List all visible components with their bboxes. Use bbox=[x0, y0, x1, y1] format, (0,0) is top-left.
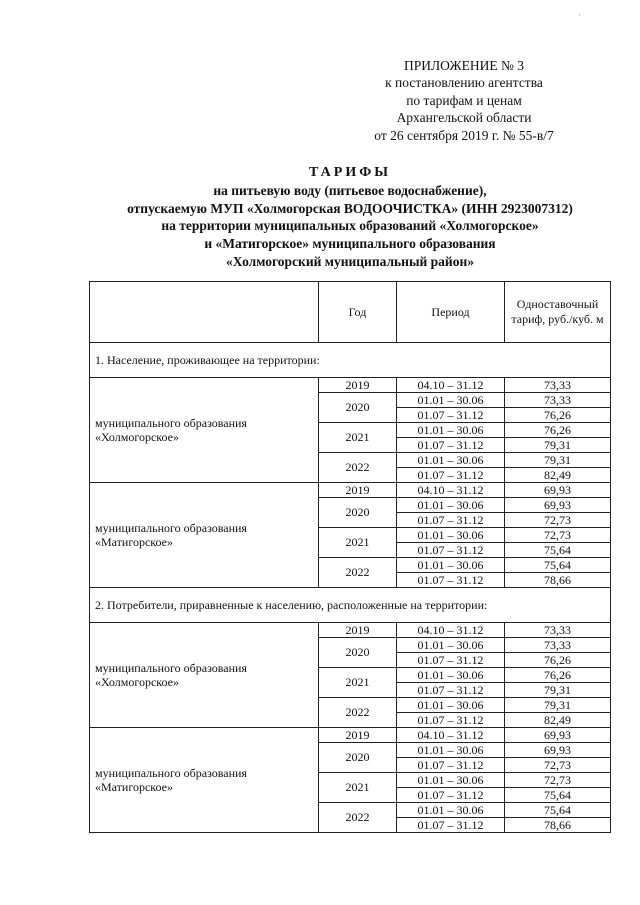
tariff-cell: 78,66 bbox=[505, 818, 611, 833]
period-cell: 04.10 – 31.12 bbox=[397, 623, 505, 638]
area-name-cell: муниципального образования «Матигорское» bbox=[90, 728, 319, 833]
appendix-number: ПРИЛОЖЕНИЕ № 3 bbox=[403, 58, 525, 73]
tariff-table bbox=[89, 281, 611, 833]
appendix-line: по тарифам и ценам bbox=[406, 92, 522, 108]
document-title bbox=[0, 164, 640, 271]
period-cell: 01.01 – 30.06 bbox=[397, 393, 505, 408]
tariff-cell: 73,33 bbox=[505, 378, 611, 393]
period-cell: 01.07 – 31.12 bbox=[397, 653, 505, 668]
year-cell: 2021 bbox=[319, 668, 397, 698]
area-name-cell: муниципального образования «Холмогорское» bbox=[90, 623, 319, 728]
appendix-line: к постановлению агентства bbox=[385, 75, 543, 91]
tariff-cell: 79,31 bbox=[505, 453, 611, 468]
tariff-cell: 76,26 bbox=[505, 668, 611, 683]
period-cell: 01.01 – 30.06 bbox=[397, 773, 505, 788]
tariff-cell: 82,49 bbox=[505, 713, 611, 728]
tariff-cell: 75,64 bbox=[505, 803, 611, 818]
period-cell: 01.07 – 31.12 bbox=[397, 818, 505, 833]
title-line: на питьевую воду (питьевое водоснабжение), bbox=[213, 182, 487, 198]
period-cell: 01.01 – 30.06 bbox=[397, 803, 505, 818]
table-row bbox=[90, 728, 611, 743]
tariff-cell: 75,64 bbox=[505, 788, 611, 803]
tariff-cell: 78,66 bbox=[505, 573, 611, 588]
tariff-cell: 69,93 bbox=[505, 728, 611, 743]
header-year: Год bbox=[319, 282, 397, 343]
tariff-cell: 69,93 bbox=[505, 483, 611, 498]
tariff-cell: 73,33 bbox=[505, 393, 611, 408]
tariff-cell: 79,31 bbox=[505, 438, 611, 453]
section-row bbox=[90, 588, 611, 623]
period-cell: 01.07 – 31.12 bbox=[397, 543, 505, 558]
header-tariff: Одноставочный тариф, руб./куб. м bbox=[505, 282, 611, 343]
year-cell: 2019 bbox=[319, 483, 397, 498]
period-cell: 01.01 – 30.06 bbox=[397, 743, 505, 758]
year-cell: 2021 bbox=[319, 528, 397, 558]
appendix-line: Архангельской области bbox=[396, 110, 532, 126]
year-cell: 2020 bbox=[319, 638, 397, 668]
tariff-cell: 69,93 bbox=[505, 743, 611, 758]
tariff-cell: 82,49 bbox=[505, 468, 611, 483]
period-cell: 01.07 – 31.12 bbox=[397, 408, 505, 423]
section-row bbox=[90, 343, 611, 378]
title-line: отпускаемую МУП «Холмогорская ВОДООЧИСТКА» (ИНН 2923007312) bbox=[127, 200, 573, 216]
period-cell: 01.01 – 30.06 bbox=[397, 498, 505, 513]
title-line: «Холмогорский муниципальный район» bbox=[226, 253, 474, 269]
period-cell: 01.01 – 30.06 bbox=[397, 698, 505, 713]
area-name-cell: муниципального образования «Матигорское» bbox=[90, 483, 319, 588]
appendix-date: от 26 сентября 2019 г. № 55-в/7 bbox=[374, 127, 554, 143]
period-cell: 01.07 – 31.12 bbox=[397, 438, 505, 453]
section-title: 2. Потребители, приравненные к населению, расположенные на территории: bbox=[90, 588, 611, 623]
period-cell: 01.07 – 31.12 bbox=[397, 758, 505, 773]
appendix-header bbox=[344, 57, 584, 144]
period-cell: 01.07 – 31.12 bbox=[397, 713, 505, 728]
year-cell: 2019 bbox=[319, 728, 397, 743]
table-header-row bbox=[90, 282, 611, 343]
period-cell: 01.01 – 30.06 bbox=[397, 668, 505, 683]
period-cell: 01.01 – 30.06 bbox=[397, 453, 505, 468]
period-cell: 01.07 – 31.12 bbox=[397, 788, 505, 803]
title-line: и «Матигорское» муниципального образования bbox=[204, 236, 496, 252]
year-cell: 2020 bbox=[319, 498, 397, 528]
year-cell: 2022 bbox=[319, 453, 397, 483]
tariff-cell: 72,73 bbox=[505, 758, 611, 773]
title-line: на территории муниципальных образований «Холмогорское» bbox=[161, 218, 539, 234]
period-cell: 01.07 – 31.12 bbox=[397, 573, 505, 588]
scan-speck: ˒ bbox=[578, 8, 581, 18]
year-cell: 2020 bbox=[319, 743, 397, 773]
tariff-cell: 72,73 bbox=[505, 773, 611, 788]
table-row bbox=[90, 483, 611, 498]
period-cell: 01.01 – 30.06 bbox=[397, 423, 505, 438]
tariff-cell: 75,64 bbox=[505, 558, 611, 573]
tariff-cell: 76,26 bbox=[505, 408, 611, 423]
tariff-cell: 79,31 bbox=[505, 698, 611, 713]
period-cell: 04.10 – 31.12 bbox=[397, 378, 505, 393]
tariff-cell: 72,73 bbox=[505, 528, 611, 543]
period-cell: 01.07 – 31.12 bbox=[397, 468, 505, 483]
tariff-cell: 73,33 bbox=[505, 638, 611, 653]
period-cell: 01.01 – 30.06 bbox=[397, 638, 505, 653]
year-cell: 2022 bbox=[319, 698, 397, 728]
year-cell: 2022 bbox=[319, 558, 397, 588]
table-row bbox=[90, 623, 611, 638]
period-cell: 04.10 – 31.12 bbox=[397, 728, 505, 743]
period-cell: 01.07 – 31.12 bbox=[397, 513, 505, 528]
table-row bbox=[90, 378, 611, 393]
year-cell: 2019 bbox=[319, 623, 397, 638]
tariff-cell: 79,31 bbox=[505, 683, 611, 698]
tariff-cell: 75,64 bbox=[505, 543, 611, 558]
period-cell: 04.10 – 31.12 bbox=[397, 483, 505, 498]
year-cell: 2021 bbox=[319, 423, 397, 453]
tariff-cell: 76,26 bbox=[505, 653, 611, 668]
title-main: ТАРИФЫ bbox=[309, 165, 391, 180]
tariff-cell: 72,73 bbox=[505, 513, 611, 528]
year-cell: 2020 bbox=[319, 393, 397, 423]
header-blank-cell bbox=[90, 282, 319, 343]
period-cell: 01.07 – 31.12 bbox=[397, 683, 505, 698]
section-title: 1. Население, проживающее на территории: bbox=[90, 343, 611, 378]
year-cell: 2021 bbox=[319, 773, 397, 803]
header-period: Период bbox=[397, 282, 505, 343]
year-cell: 2019 bbox=[319, 378, 397, 393]
period-cell: 01.01 – 30.06 bbox=[397, 528, 505, 543]
area-name-cell: муниципального образования «Холмогорское» bbox=[90, 378, 319, 483]
year-cell: 2022 bbox=[319, 803, 397, 833]
tariff-cell: 69,93 bbox=[505, 498, 611, 513]
tariff-cell: 76,26 bbox=[505, 423, 611, 438]
tariff-cell: 73,33 bbox=[505, 623, 611, 638]
period-cell: 01.01 – 30.06 bbox=[397, 558, 505, 573]
